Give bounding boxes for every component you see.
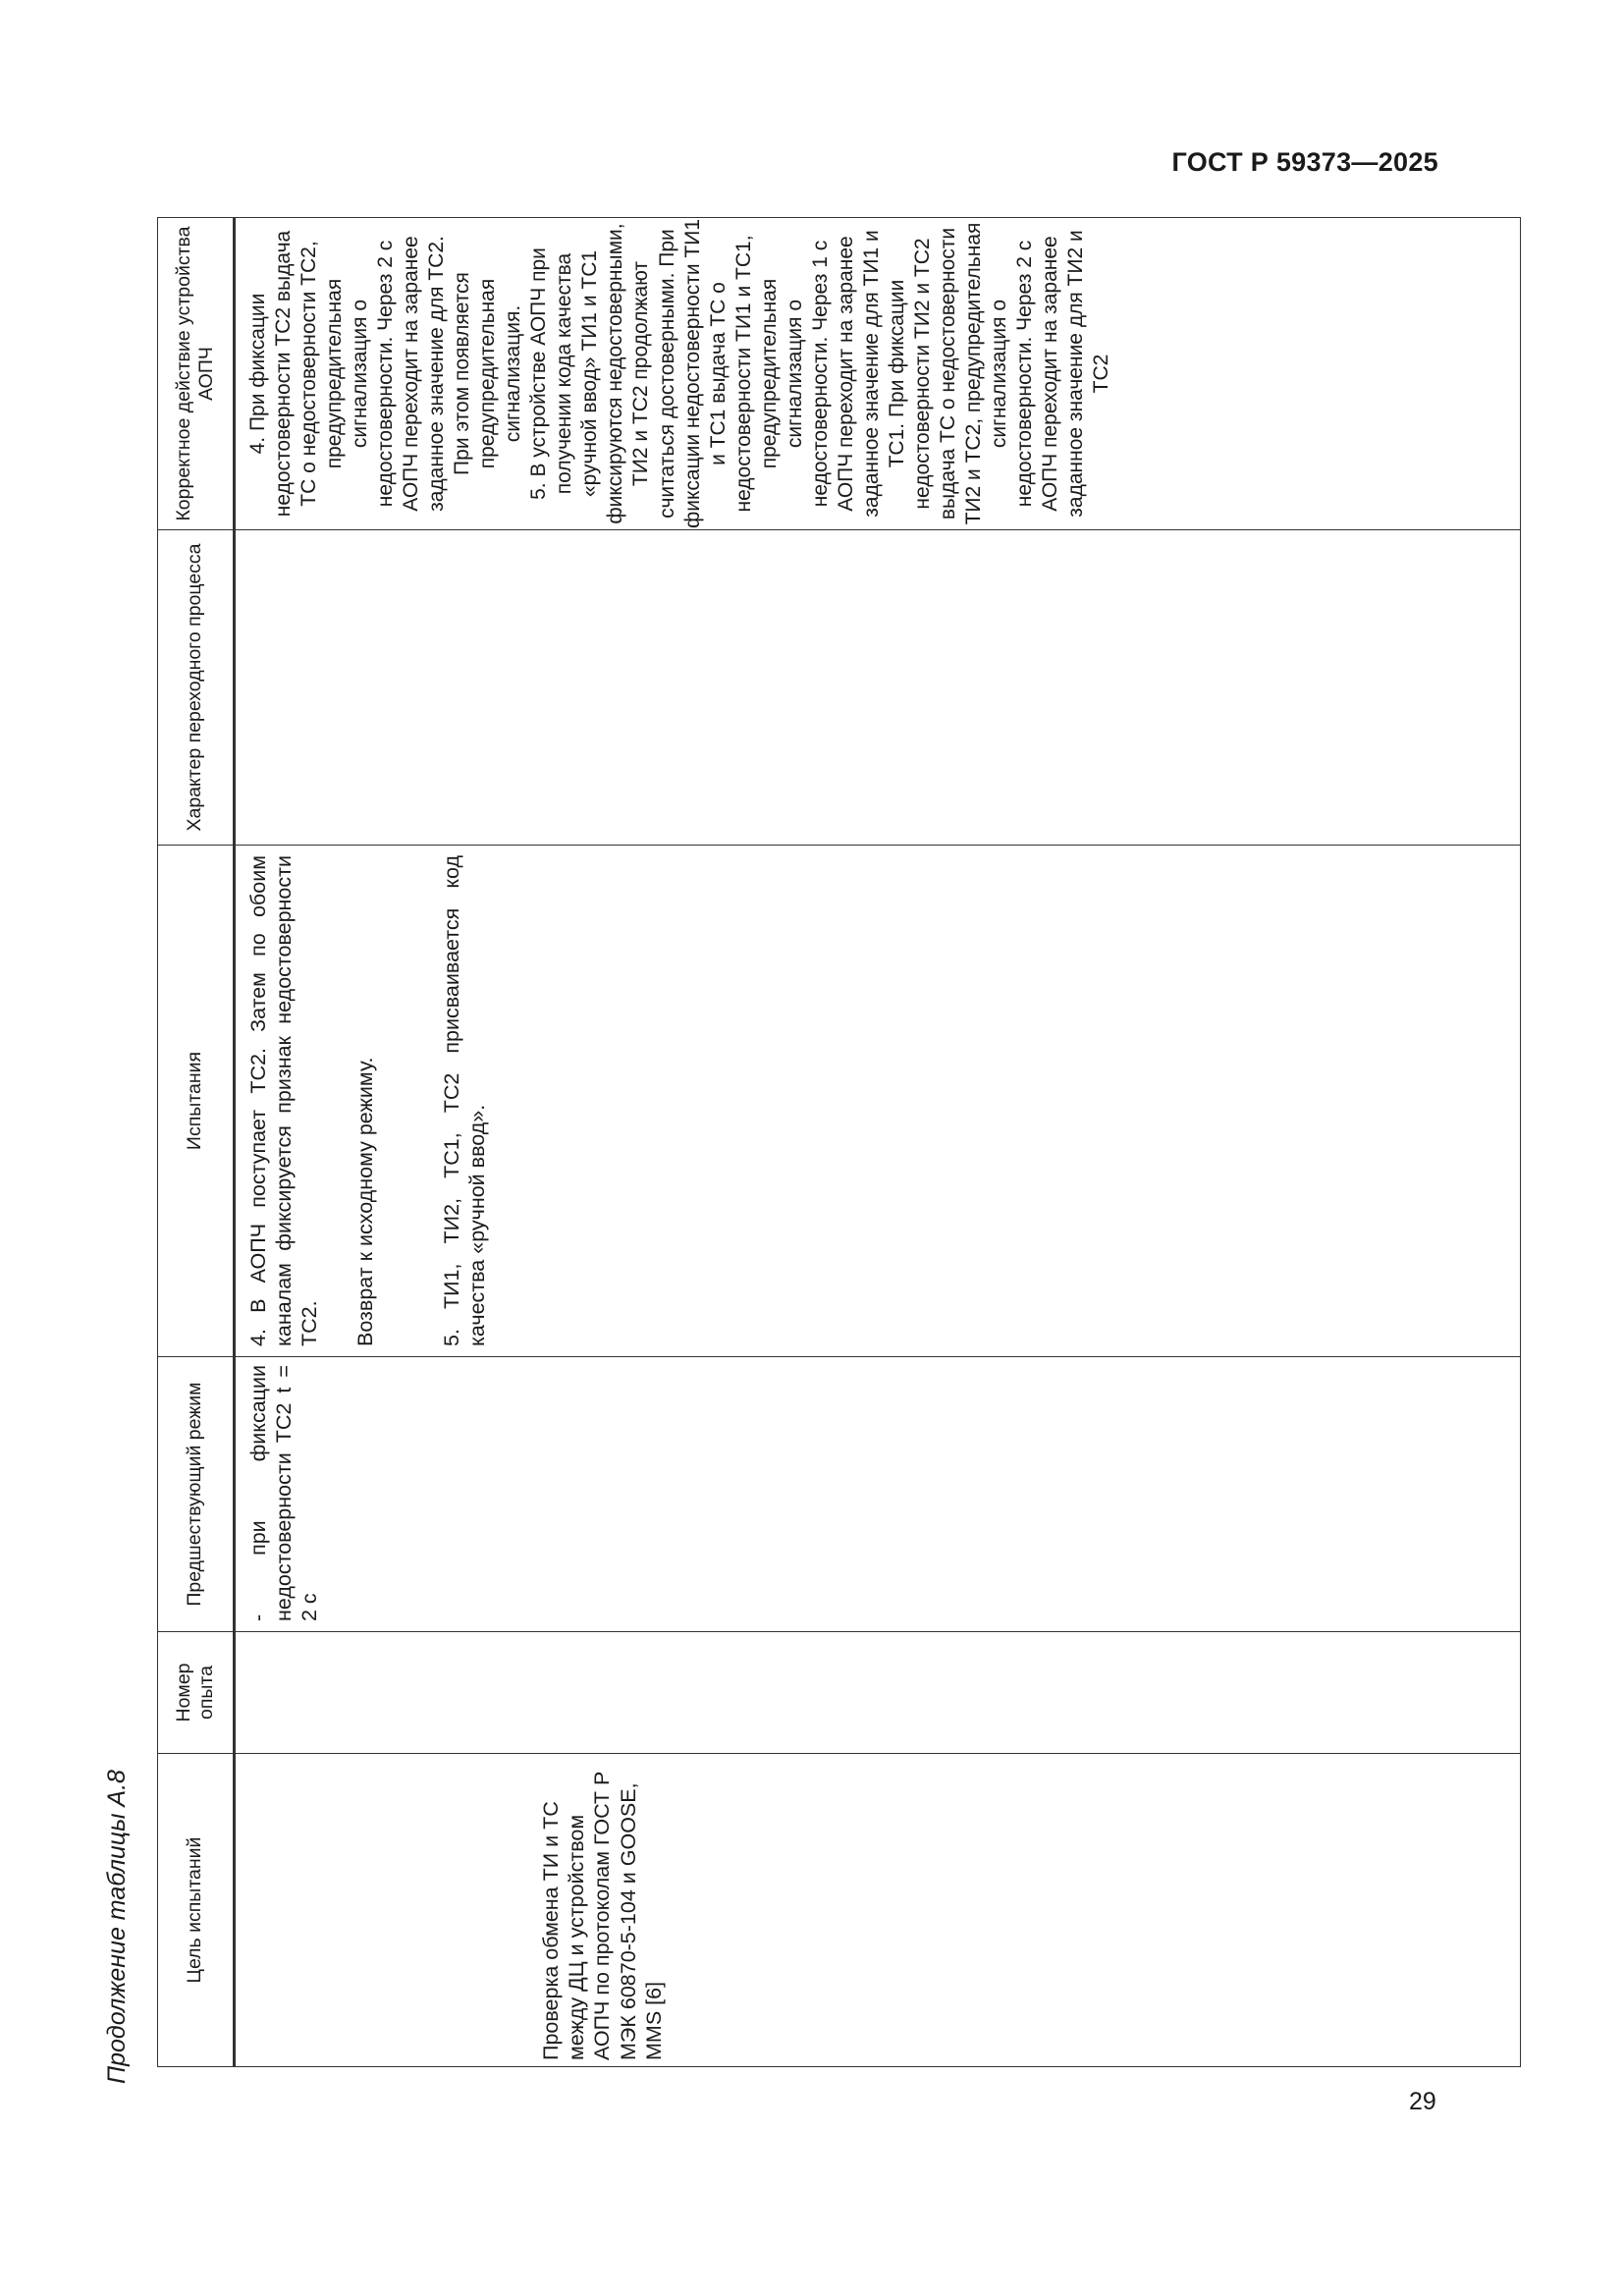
column-header-previous-mode: Предшествующий режим xyxy=(158,1357,235,1632)
cell-tests xyxy=(236,846,1521,1357)
column-header-tests: Испытания xyxy=(158,846,235,1357)
column-header-transient: Характер переходного процесса xyxy=(158,530,235,846)
column-header-goal: Цель испытаний xyxy=(158,1754,235,2067)
table-caption: Продолжение таблицы А.8 xyxy=(103,1770,131,2084)
table-header-row xyxy=(158,218,235,2067)
tests-paragraph-4: 4. В АОПЧ поступает ТС2. Затем по обоим каналам фиксируется признак недостоверности ТС2. xyxy=(246,855,322,1346)
cell-previous-mode: - при фиксации недостоверности ТС2 t = 2 с xyxy=(236,1357,1521,1632)
cell-action xyxy=(236,218,1521,530)
column-header-number: Номер опыта xyxy=(158,1632,235,1754)
cell-transient xyxy=(236,530,1521,846)
page-number: 29 xyxy=(1409,2088,1436,2115)
rotated-table-region xyxy=(103,161,1242,2084)
tests-paragraph-return: Возврат к исходному режиму. xyxy=(352,1057,377,1346)
standard-code: ГОСТ Р 59373—2025 xyxy=(1171,147,1438,177)
action-paragraph-4: 4. При фиксации недостоверности ТС2 выдача ТС о недостоверности ТС2, предупредительная сигнализация о недостоверности. Через 2 с АОПЧ переходит на заранее заданное значение для ТС2. При этом появляется предупредительная сигнализация. xyxy=(246,230,525,518)
table-row xyxy=(236,218,1521,2067)
cell-number xyxy=(236,1632,1521,1754)
cell-goal: Проверка обмена ТИ и ТС между ДЦ и устройством АОПЧ по протоколам ГОСТ Р МЭК 60870-5-104 и GOOSE, MMS [6] xyxy=(236,1754,1521,2067)
test-table xyxy=(157,217,1521,2067)
tests-paragraph-5: 5. ТИ1, ТИ2, ТС1, ТС2 присваивается код качества «ручной ввод». xyxy=(439,855,490,1346)
action-paragraph-5: 5. В устройстве АОПЧ при получении кода качества «ручной ввод» ТИ1 и ТС1 фиксируются недостоверными, ТИ2 и ТС2 продолжают считаться достоверными. При фиксации недостоверности ТИ1 и ТС1 выдача ТС о недостоверности ТИ1 и ТС1, предупредительная сигнализация о недостоверности. Через 1 с АОПЧ переходит на заранее заданное значение для ТИ1 и ТС1. При фиксации недостоверности ТИ2 и ТС2 выдача ТС о недостоверности ТИ2 и ТС2, предупредительная сигнализация о недостоверности. Через 2 с АОПЧ переходит на заранее заданное значение для ТИ2 и ТС2 xyxy=(527,218,1113,529)
column-header-action: Корректное действие устройства АОПЧ xyxy=(158,218,235,530)
